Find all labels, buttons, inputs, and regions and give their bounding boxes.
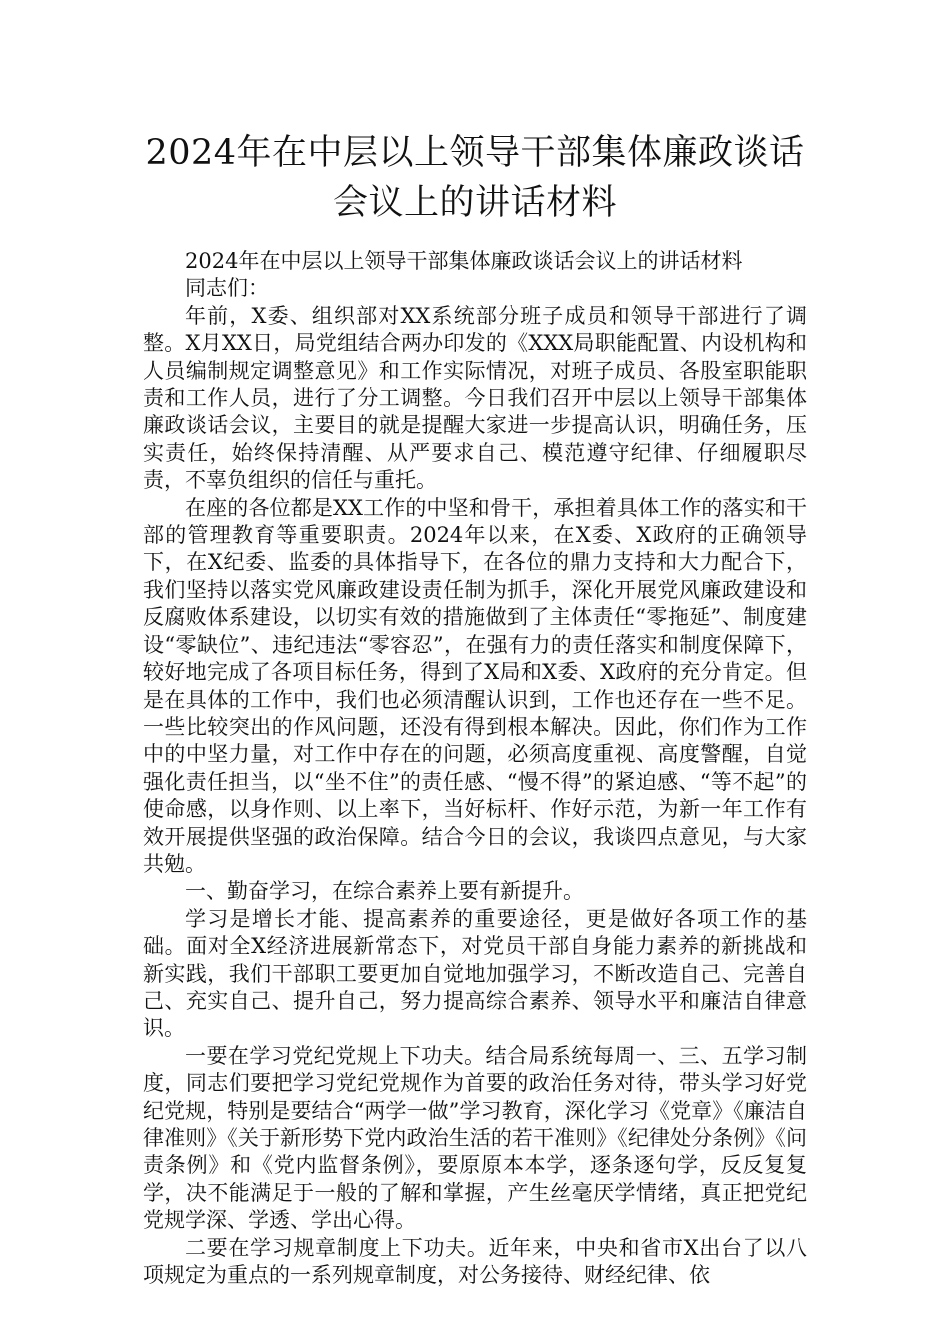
salutation-paragraph: 同志们： [185, 276, 269, 301]
document-title [100, 128, 850, 228]
document-body [143, 248, 807, 1289]
body-paragraph: 学习是增长才能、提高素养的重要途径，更是做好各项工作的基础。面对全X经济进展新常态下，对党员干部自身能力素养的新挑战和新实践，我们干部职工要更加自觉地加强学习，不断改造自己、完善自己、充实自己、提升自己，努力提高综合素养、领导水平和廉洁自律意识。 [143, 906, 807, 1041]
section-heading: 一、勤奋学习，在综合素养上要有新提升。 [185, 879, 584, 904]
body-paragraph: 年前，X委、组织部对XX系统部分班子成员和领导干部进行了调整。X月XX日，局党组结合两办印发的《XXX局职能配置、内设机构和人员编制规定调整意见》和工作实际情况，对班子成员、各股室职能职责和工作人员，进行了分工调整。今日我们召开中层以上领导干部集体廉政谈话会议，主要目的就是提醒大家进一步提高认识，明确任务，压实责任，始终保持清醒、从严要求自己、模范遵守纪律、仔细履职尽责，不辜负组织的信任与重托。 [143, 303, 807, 493]
subtitle-paragraph: 2024年在中层以上领导干部集体廉政谈话会议上的讲话材料 [185, 249, 743, 273]
title-line-1: 2024年在中层以上领导干部集体廉政谈话 [145, 133, 805, 173]
body-paragraph: 一要在学习党纪党规上下功夫。结合局系统每周一、三、五学习制度，同志们要把学习党纪党规作为首要的政治任务对待，带头学习好党纪党规，特别是要结合“两学一做”学习教育，深化学习《党章》《廉洁自律准则》《关于新形势下党内政治生活的若干准则》《纪律处分条例》《问责条例》和《党内监督条例》，要原原本本学，逐条逐句学，反反复复学，决不能满足于一般的了解和掌握，产生丝毫厌学情绪，真正把党纪党规学深、学透、学出心得。 [143, 1043, 807, 1233]
body-paragraph: 二要在学习规章制度上下功夫。近年来，中央和省市X出台了以八项规定为重点的一系列规章制度，对公务接待、财经纪律、依 [143, 1235, 807, 1288]
body-paragraph: 在座的各位都是XX工作的中坚和骨干，承担着具体工作的落实和干部的管理教育等重要职责。2024年以来，在X委、X政府的正确领导下，在X纪委、监委的具体指导下，在各位的鼎力支持和大力配合下，我们坚持以落实党风廉政建设责任制为抓手，深化开展党风廉政建设和反腐败体系建设，以切实有效的措施做到了主体责任“零拖延”、制度建设“零缺位”、违纪违法“零容忍”，在强有力的责任落实和制度保障下，较好地完成了各项目标任务，得到了X局和X委、X政府的充分肯定。但是在具体的工作中，我们也必须清醒认识到，工作也还存在一些不足。一些比较突出的作风问题，还没有得到根本解决。因此，你们作为工作中的中坚力量，对工作中存在的问题，必须高度重视、高度警醒，自觉强化责任担当，以“坐不住”的责任感、“慢不得”的紧迫感、“等不起”的使命感，以身作则、以上率下，当好标杆、作好示范，为新一年工作有效开展提供坚强的政治保障。结合今日的会议，我谈四点意见，与大家共勉。 [143, 495, 807, 876]
title-line-2: 会议上的讲话材料 [332, 183, 617, 223]
